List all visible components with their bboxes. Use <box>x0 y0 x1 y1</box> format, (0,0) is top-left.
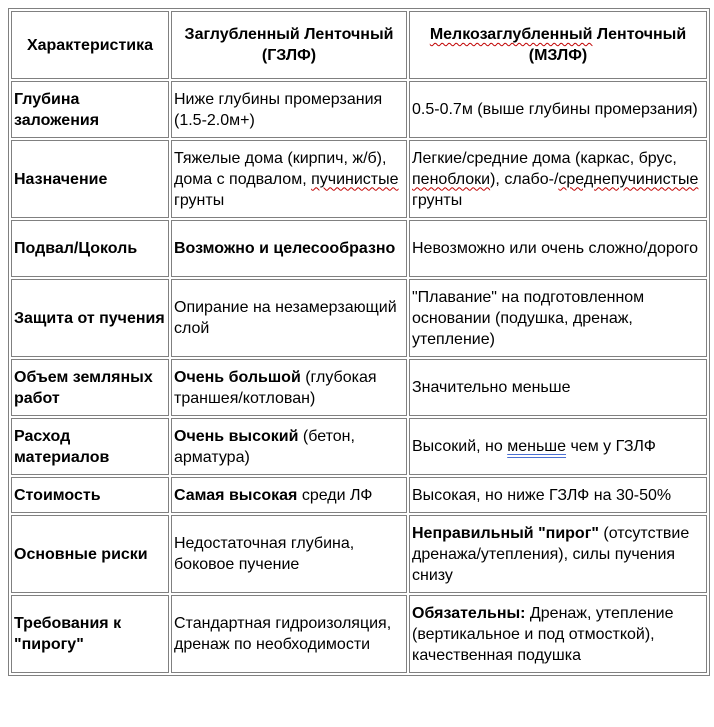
row-label: Требования к "пирогу" <box>11 595 169 673</box>
table-header-row <box>11 11 707 79</box>
cell-text-bold: Очень высокий <box>174 427 299 445</box>
cell-text-bold: Возможно и целесообразно <box>174 240 396 257</box>
header-gzlf: Заглубленный Ленточный (ГЗЛФ) <box>171 11 407 79</box>
cell-mzlf: 0.5-0.7м (выше глубины промерзания) <box>409 81 707 138</box>
row-label: Глубина заложения <box>11 81 169 138</box>
row-label: Подвал/Цоколь <box>11 220 169 277</box>
cell-mzlf: Высокая, но ниже ГЗЛФ на 30-50% <box>409 477 707 513</box>
cell-text: Тяжелые дома (кирпич, ж/б), дома с подвалом, <box>174 149 387 188</box>
row-label: Защита от пучения <box>11 279 169 357</box>
cell-gzlf <box>171 220 407 277</box>
table-row <box>11 140 707 218</box>
cell-text: (отсутствие дренажа/утепления), силы пучения снизу <box>412 524 690 584</box>
cell-text: чем у ГЗЛФ <box>566 438 656 455</box>
cell-text: грунты <box>174 191 225 209</box>
cell-gzlf: Ниже глубины промерзания (1.5-2.0м+) <box>171 81 407 138</box>
cell-text-bold: Неправильный "пирог" <box>412 524 599 542</box>
table-row <box>11 595 707 673</box>
cell-mzlf <box>409 418 707 475</box>
cell-gzlf <box>171 477 407 513</box>
cell-text: ), слабо-/ <box>490 170 559 188</box>
cell-text: грунты <box>412 191 463 209</box>
cell-text: (бетон, арматура) <box>174 427 355 466</box>
row-label: Назначение <box>11 140 169 218</box>
comparison-table <box>8 8 710 676</box>
table-row <box>11 220 707 277</box>
header-characteristic: Характеристика <box>11 11 169 79</box>
cell-text-bold: Самая высокая <box>174 486 298 504</box>
row-label: Объем земляных работ <box>11 359 169 416</box>
cell-text: Дренаж, утепление (вертикальное и под отмосткой), качественная подушка <box>412 604 674 664</box>
cell-mzlf <box>409 515 707 593</box>
header-mzlf <box>409 11 707 79</box>
table-row <box>11 515 707 593</box>
table-row <box>11 279 707 357</box>
cell-gzlf: Недостаточная глубина, боковое пучение <box>171 515 407 593</box>
header-mzlf-part2: Ленточный (МЗЛФ) <box>528 26 687 64</box>
table-row <box>11 359 707 416</box>
row-label: Стоимость <box>11 477 169 513</box>
table-row <box>11 418 707 475</box>
cell-gzlf <box>171 140 407 218</box>
cell-mzlf: Значительно меньше <box>409 359 707 416</box>
row-label: Основные риски <box>11 515 169 593</box>
cell-text: Легкие/средние дома (каркас, брус, <box>412 149 677 167</box>
cell-text-grammar-check: меньше <box>507 438 567 455</box>
row-label: Расход материалов <box>11 418 169 475</box>
cell-gzlf: Стандартная гидроизоляция, дренаж по необходимости <box>171 595 407 673</box>
cell-text: среди ЛФ <box>297 486 373 504</box>
cell-text-bold: Обязательны: <box>412 604 526 622</box>
cell-text-spellcheck: пеноблоки <box>412 170 491 188</box>
cell-mzlf <box>409 140 707 218</box>
cell-gzlf <box>171 418 407 475</box>
cell-text-spellcheck: пучинистые <box>311 170 399 188</box>
cell-gzlf <box>171 359 407 416</box>
cell-mzlf: "Плавание" на подготовленном основании (подушка, дренаж, утепление) <box>409 279 707 357</box>
table-row <box>11 81 707 138</box>
cell-mzlf: Невозможно или очень сложно/дорого <box>409 220 707 277</box>
header-mzlf-part1: Мелкозаглубленный <box>429 26 593 43</box>
cell-text-bold: Очень большой <box>174 368 301 386</box>
cell-gzlf: Опирание на незамерзающий слой <box>171 279 407 357</box>
cell-text-spellcheck: среднепучинистые <box>558 170 699 188</box>
comparison-document <box>8 8 710 676</box>
cell-text: (глубокая траншея/котлован) <box>174 368 377 407</box>
cell-mzlf <box>409 595 707 673</box>
cell-text: Высокий, но <box>412 438 508 455</box>
table-row <box>11 477 707 513</box>
